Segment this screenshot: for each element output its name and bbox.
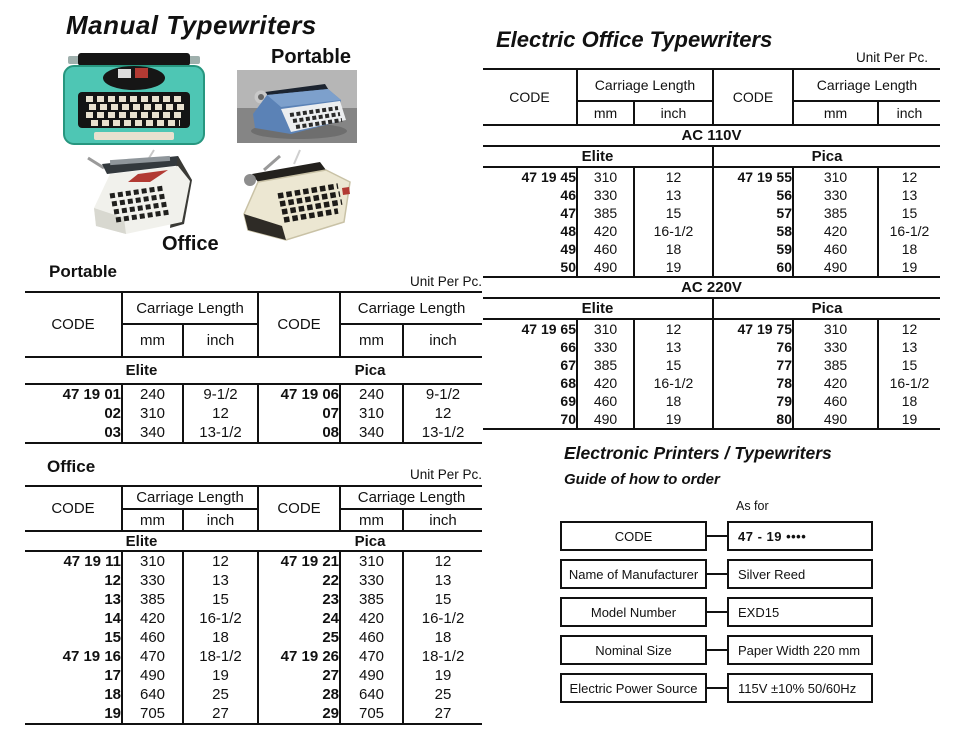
mm-cell: 385 (793, 356, 878, 374)
mm-cell: 310 (340, 404, 403, 423)
inch-cell: 12 (634, 167, 713, 186)
guide-value-box (727, 597, 873, 627)
header-inch: inch (183, 509, 258, 531)
connector-line (707, 649, 727, 651)
mm-cell: 330 (340, 571, 403, 590)
guide-label-box (560, 635, 707, 665)
table-row (25, 685, 482, 704)
code-cell: 68 (560, 375, 576, 391)
code-cell: 12 (104, 572, 121, 589)
inch-cell: 16-1/2 (878, 222, 940, 240)
inch-cell: 27 (403, 704, 482, 724)
table-row (483, 410, 940, 429)
guide-label-box (560, 521, 707, 551)
header-carriage-length: Carriage Length (340, 486, 482, 509)
code-cell: 29 (258, 704, 340, 724)
table-row (25, 384, 482, 404)
guide-subtitle: Guide of how to order (564, 471, 720, 488)
guide-row (560, 597, 890, 627)
connector-line (707, 611, 727, 613)
table-row (483, 319, 940, 338)
table-row (25, 647, 482, 666)
electronic-printers-title: Electronic Printers / Typewriters (564, 443, 832, 463)
table-row (483, 356, 940, 374)
mm-cell: 385 (577, 204, 634, 222)
table-row (25, 423, 482, 443)
band-elite: Elite (25, 531, 258, 551)
code-cell: 76 (713, 338, 793, 356)
order-guide (560, 521, 890, 711)
blue-typewriter-photo (237, 70, 357, 143)
code-cell: 80 (713, 410, 793, 429)
band-pica: Pica (258, 531, 482, 551)
mm-cell: 420 (340, 609, 403, 628)
mm-cell: 460 (122, 628, 183, 647)
band-elite: Elite (483, 298, 713, 319)
mm-cell: 385 (122, 590, 183, 609)
mm-cell: 705 (340, 704, 403, 724)
header-inch: inch (878, 101, 940, 125)
code-cell: 47 19 06 (258, 384, 340, 404)
code-cell: 02 (104, 405, 121, 422)
band-elite: Elite (25, 357, 258, 384)
mm-cell: 310 (577, 319, 634, 338)
inch-cell: 19 (403, 666, 482, 685)
inch-cell: 13 (878, 186, 940, 204)
code-cell: 58 (713, 222, 793, 240)
guide-value: Paper Width 220 mm (738, 642, 861, 658)
header-mm: mm (577, 101, 634, 125)
table-row (25, 609, 482, 628)
inch-cell: 12 (183, 551, 258, 571)
mm-cell: 460 (577, 240, 634, 258)
guide-label: Name of Manufacturer (568, 566, 699, 582)
header-mm: mm (122, 324, 183, 357)
header-inch: inch (634, 101, 713, 125)
inch-cell: 16-1/2 (634, 374, 713, 392)
code-cell: 08 (258, 423, 340, 443)
header-mm: mm (122, 509, 183, 531)
inch-cell: 16-1/2 (634, 222, 713, 240)
mm-cell: 330 (793, 338, 878, 356)
header-code: CODE (258, 486, 340, 531)
portable-unit-note: Unit Per Pc. (409, 274, 482, 289)
header-mm: mm (340, 509, 403, 531)
mm-cell: 640 (340, 685, 403, 704)
header-mm: mm (340, 324, 403, 357)
mm-cell: 330 (577, 186, 634, 204)
office-unit-note: Unit Per Pc. (409, 467, 482, 482)
code-cell: 47 19 75 (713, 319, 793, 338)
header-inch: inch (403, 324, 482, 357)
table-row (25, 666, 482, 685)
header-code: CODE (483, 69, 577, 125)
header-carriage-length: Carriage Length (340, 292, 482, 324)
code-cell: 47 19 11 (63, 553, 121, 570)
inch-cell: 15 (183, 590, 258, 609)
as-for-label: As for (736, 499, 769, 513)
inch-cell: 19 (634, 258, 713, 277)
code-cell: 66 (560, 339, 576, 355)
guide-label: Electric Power Source (569, 680, 698, 696)
inch-cell: 15 (878, 356, 940, 374)
guide-value-box (727, 559, 873, 589)
guide-label: CODE (614, 528, 653, 544)
mm-cell: 310 (122, 404, 183, 423)
table-row (483, 392, 940, 410)
band-pica: Pica (258, 357, 482, 384)
table-row (483, 186, 940, 204)
code-cell: 47 19 01 (62, 386, 121, 403)
inch-cell: 13-1/2 (183, 423, 258, 443)
code-cell: 22 (258, 571, 340, 590)
guide-row (560, 521, 890, 551)
mm-cell: 490 (793, 410, 878, 429)
inch-cell: 13 (878, 338, 940, 356)
header-code: CODE (25, 292, 122, 357)
code-cell: 17 (104, 667, 121, 684)
code-cell: 60 (713, 258, 793, 277)
inch-cell: 16-1/2 (403, 609, 482, 628)
table-row (483, 258, 940, 277)
mm-cell: 330 (793, 186, 878, 204)
inch-cell: 9-1/2 (183, 384, 258, 404)
code-cell: 56 (713, 186, 793, 204)
header-inch: inch (183, 324, 258, 357)
mm-cell: 470 (122, 647, 183, 666)
guide-value: 115V ±10% 50/60Hz (738, 680, 857, 696)
mm-cell: 420 (122, 609, 183, 628)
header-carriage-length: Carriage Length (577, 69, 713, 101)
inch-cell: 13-1/2 (403, 423, 482, 443)
table-row (483, 240, 940, 258)
mm-cell: 385 (340, 590, 403, 609)
inch-cell: 19 (878, 258, 940, 277)
header-code: CODE (258, 292, 340, 357)
header-code: CODE (713, 69, 793, 125)
mm-cell: 330 (577, 338, 634, 356)
table-row (483, 338, 940, 356)
band-ac110v: AC 110V (483, 125, 940, 146)
table-row (483, 374, 940, 392)
guide-label-box (560, 597, 707, 627)
mm-cell: 240 (122, 384, 183, 404)
portable-table-title: Portable (49, 262, 118, 281)
mm-cell: 470 (340, 647, 403, 666)
mm-cell: 310 (577, 167, 634, 186)
inch-cell: 12 (878, 167, 940, 186)
table-row (25, 571, 482, 590)
band-pica: Pica (713, 298, 940, 319)
code-cell: 77 (713, 356, 793, 374)
cream-typewriter-photo (234, 148, 360, 248)
inch-cell: 16-1/2 (878, 374, 940, 392)
inch-cell: 18-1/2 (183, 647, 258, 666)
guide-value: Silver Reed (738, 566, 806, 582)
mm-cell: 310 (793, 319, 878, 338)
inch-cell: 13 (183, 571, 258, 590)
inch-cell: 18 (403, 628, 482, 647)
code-cell: 59 (713, 240, 793, 258)
inch-cell: 12 (403, 551, 482, 571)
code-cell: 48 (560, 223, 576, 239)
inch-cell: 12 (403, 404, 482, 423)
code-cell: 23 (258, 590, 340, 609)
connector-line (707, 535, 727, 537)
code-cell: 50 (560, 259, 576, 275)
inch-cell: 12 (878, 319, 940, 338)
header-mm: mm (793, 101, 878, 125)
inch-cell: 18-1/2 (403, 647, 482, 666)
inch-cell: 15 (878, 204, 940, 222)
guide-label-box (560, 559, 707, 589)
table-row (483, 167, 940, 186)
inch-cell: 12 (183, 404, 258, 423)
code-cell: 67 (560, 357, 576, 373)
code-cell: 69 (560, 393, 576, 409)
inch-cell: 19 (878, 410, 940, 429)
teal-typewriter-photo (58, 50, 210, 152)
guide-value-box (727, 673, 873, 703)
mm-cell: 330 (122, 571, 183, 590)
office-table (25, 485, 482, 725)
band-ac220v: AC 220V (483, 277, 940, 298)
inch-cell: 18 (183, 628, 258, 647)
guide-value: EXD15 (738, 604, 780, 620)
mm-cell: 310 (122, 551, 183, 571)
inch-cell: 19 (183, 666, 258, 685)
code-cell: 70 (560, 411, 576, 427)
code-cell: 57 (713, 204, 793, 222)
code-cell: 47 19 16 (62, 648, 121, 665)
code-cell: 24 (258, 609, 340, 628)
code-cell: 19 (104, 705, 121, 722)
inch-cell: 18 (634, 240, 713, 258)
mm-cell: 490 (577, 410, 634, 429)
guide-value-box (727, 635, 873, 665)
header-carriage-length: Carriage Length (122, 486, 258, 509)
mm-cell: 490 (122, 666, 183, 685)
inch-cell: 12 (634, 319, 713, 338)
mm-cell: 460 (793, 240, 878, 258)
mm-cell: 340 (122, 423, 183, 443)
mm-cell: 385 (577, 356, 634, 374)
inch-cell: 18 (878, 392, 940, 410)
office-table-title: Office (47, 457, 96, 476)
code-cell: 15 (104, 629, 121, 646)
connector-line (707, 687, 727, 689)
table-row (25, 551, 482, 571)
connector-line (707, 573, 727, 575)
mm-cell: 420 (577, 222, 634, 240)
header-carriage-length: Carriage Length (793, 69, 940, 101)
office-photo-label: Office (162, 233, 219, 255)
white-typewriter-photo (80, 148, 204, 245)
code-cell: 47 19 55 (713, 167, 793, 186)
table-row (25, 704, 482, 724)
mm-cell: 460 (577, 392, 634, 410)
electric-unit-note: Unit Per Pc. (855, 50, 928, 65)
code-cell: 13 (104, 591, 121, 608)
code-cell: 27 (258, 666, 340, 685)
portable-table (25, 291, 482, 444)
guide-row (560, 635, 890, 665)
code-cell: 47 19 26 (258, 647, 340, 666)
code-cell: 07 (258, 404, 340, 423)
mm-cell: 310 (340, 551, 403, 571)
mm-cell: 420 (577, 374, 634, 392)
guide-row (560, 559, 890, 589)
code-cell: 18 (104, 686, 121, 703)
inch-cell: 15 (634, 356, 713, 374)
header-code: CODE (25, 486, 122, 531)
header-carriage-length: Carriage Length (122, 292, 258, 324)
code-cell: 47 (560, 205, 576, 221)
table-row (25, 590, 482, 609)
code-cell: 79 (713, 392, 793, 410)
guide-value: 47 - 19 •••• (738, 528, 807, 544)
inch-cell: 18 (634, 392, 713, 410)
mm-cell: 490 (340, 666, 403, 685)
code-cell: 28 (258, 685, 340, 704)
mm-cell: 340 (340, 423, 403, 443)
inch-cell: 13 (634, 338, 713, 356)
mm-cell: 385 (793, 204, 878, 222)
band-elite: Elite (483, 146, 713, 167)
inch-cell: 18 (878, 240, 940, 258)
guide-value-box (727, 521, 873, 551)
mm-cell: 460 (340, 628, 403, 647)
inch-cell: 13 (403, 571, 482, 590)
code-cell: 14 (104, 610, 121, 627)
code-cell: 49 (560, 241, 576, 257)
table-row (483, 204, 940, 222)
electric-table (483, 68, 940, 430)
inch-cell: 25 (403, 685, 482, 704)
inch-cell: 27 (183, 704, 258, 724)
code-cell: 46 (560, 187, 576, 203)
inch-cell: 15 (403, 590, 482, 609)
manual-typewriters-title: Manual Typewriters (66, 10, 317, 40)
portable-photo-label: Portable (271, 46, 352, 68)
inch-cell: 15 (634, 204, 713, 222)
electric-typewriters-title: Electric Office Typewriters (496, 27, 773, 52)
inch-cell: 13 (634, 186, 713, 204)
header-inch: inch (403, 509, 482, 531)
guide-label: Nominal Size (595, 642, 672, 658)
code-cell: 03 (104, 424, 121, 441)
table-row (25, 628, 482, 647)
mm-cell: 490 (793, 258, 878, 277)
guide-label: Model Number (590, 604, 677, 620)
mm-cell: 420 (793, 374, 878, 392)
inch-cell: 25 (183, 685, 258, 704)
code-cell: 78 (713, 374, 793, 392)
code-cell: 47 19 65 (521, 321, 576, 337)
mm-cell: 705 (122, 704, 183, 724)
inch-cell: 16-1/2 (183, 609, 258, 628)
mm-cell: 420 (793, 222, 878, 240)
table-row (25, 404, 482, 423)
code-cell: 47 19 45 (521, 169, 576, 185)
mm-cell: 490 (577, 258, 634, 277)
mm-cell: 640 (122, 685, 183, 704)
code-cell: 47 19 21 (258, 551, 340, 571)
table-row (483, 222, 940, 240)
guide-label-box (560, 673, 707, 703)
inch-cell: 9-1/2 (403, 384, 482, 404)
code-cell: 25 (258, 628, 340, 647)
inch-cell: 19 (634, 410, 713, 429)
guide-row (560, 673, 890, 703)
mm-cell: 310 (793, 167, 878, 186)
mm-cell: 240 (340, 384, 403, 404)
band-pica: Pica (713, 146, 940, 167)
mm-cell: 460 (793, 392, 878, 410)
